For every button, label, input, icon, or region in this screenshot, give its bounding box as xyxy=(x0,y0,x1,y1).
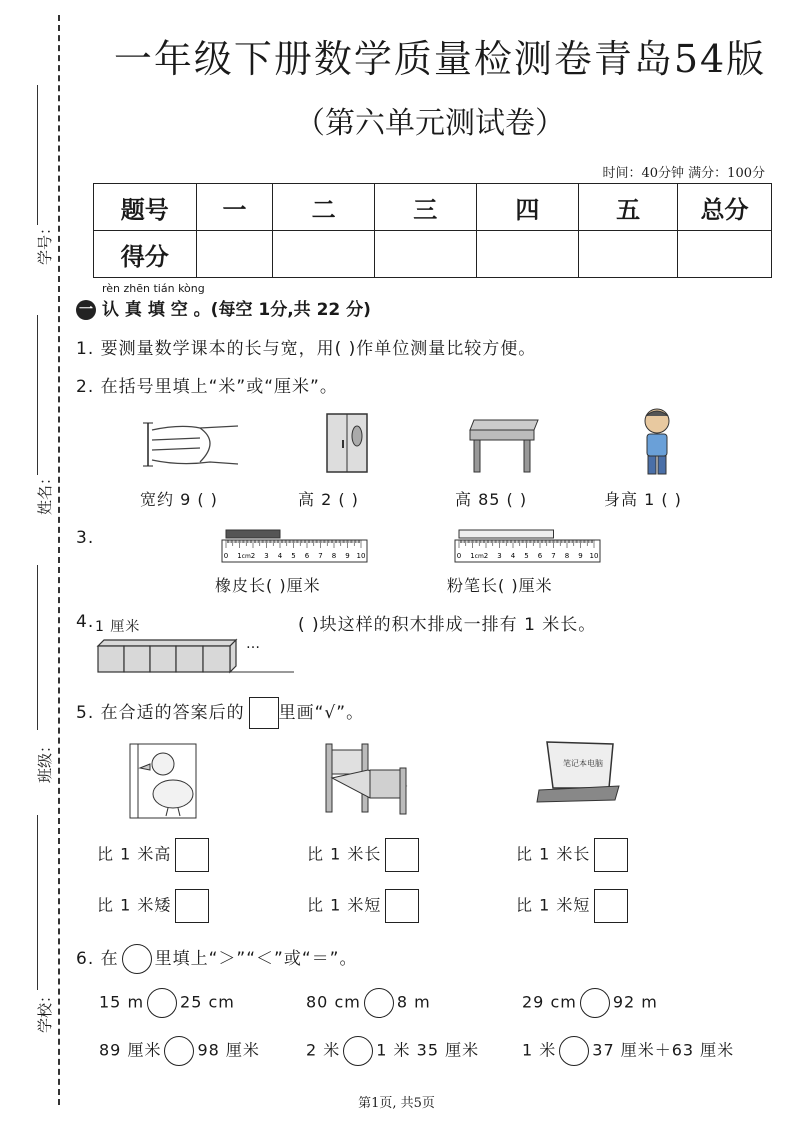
q2-item-hand: 宽约 9 ( ) xyxy=(140,490,218,509)
ruler-tick-label: 9 xyxy=(345,552,350,560)
q5-laptop-longer-box[interactable] xyxy=(594,838,628,872)
q6-example-circle xyxy=(122,944,152,974)
ruler-tick-label: 10 xyxy=(589,552,599,560)
score-cell[interactable] xyxy=(196,231,273,278)
q2-item-table: 高 85 ( ) xyxy=(455,490,528,509)
q5-laptop-shorter: 比 1 米短 xyxy=(516,895,591,915)
q6-left-value: 29 cm xyxy=(522,992,577,1012)
q6-right-value: 8 m xyxy=(396,992,431,1012)
ruler-measured-object xyxy=(459,530,554,538)
name-line xyxy=(37,315,38,475)
section-heading xyxy=(76,295,371,320)
question-6 xyxy=(76,944,357,974)
question-5 xyxy=(76,697,364,729)
ruler-unit-label: cm xyxy=(474,553,484,560)
q5-text-a: 5. 在合适的答案后的 xyxy=(76,703,245,723)
q6-left-value: 89 厘米 xyxy=(99,1040,162,1060)
score-header-cell: 一 xyxy=(196,184,273,231)
page-footer: 第1页, 共5页 xyxy=(358,1096,435,1111)
ruler-tick-label: 9 xyxy=(578,552,583,560)
q6-right-value: 37 厘米＋63 厘米 xyxy=(592,1040,735,1060)
q6-compare-item xyxy=(522,1036,734,1066)
ruler-tick-label: 7 xyxy=(318,552,323,560)
score-header-cell: 总分 xyxy=(677,184,771,231)
q6-answer-circle[interactable] xyxy=(164,1036,194,1066)
score-header-cell: 五 xyxy=(579,184,678,231)
q4-continuation-dots: … xyxy=(246,636,261,652)
score-header-cell: 题号 xyxy=(94,184,197,231)
class-line xyxy=(37,565,38,730)
score-cell[interactable] xyxy=(374,231,476,278)
q6-left-value: 2 米 xyxy=(306,1040,341,1060)
score-header-cell: 三 xyxy=(374,184,476,231)
q6-right-value: 98 厘米 xyxy=(197,1040,260,1060)
q2-item-boy: 身高 1 ( ) xyxy=(604,490,682,509)
time-info: 时间：40分钟 满分：100分 xyxy=(602,166,765,181)
q6-compare-item xyxy=(306,988,431,1018)
section-pinyin: rèn zhēn tián kòng xyxy=(102,282,205,295)
school-line xyxy=(37,815,38,990)
class-label: 班级： xyxy=(36,737,55,784)
page-title: 一年级下册数学质量检测卷青岛54版 xyxy=(113,37,767,81)
q6-answer-circle[interactable] xyxy=(364,988,394,1018)
ruler-tick-label: 10 xyxy=(356,552,366,560)
q5-option-row xyxy=(307,838,419,872)
question-4-text: ( )块这样的积木排成一排有 1 米长。 xyxy=(298,615,597,635)
q5-option-row xyxy=(516,889,628,923)
blocks-image xyxy=(96,638,296,673)
score-cell[interactable] xyxy=(273,231,375,278)
q5-option-row xyxy=(97,889,209,923)
score-table-score-row xyxy=(94,231,772,278)
ruler-tick-label: 4 xyxy=(277,552,283,560)
q6-left-value: 80 cm xyxy=(306,992,361,1012)
ruler-tick-label: 1 xyxy=(237,552,242,560)
q6-compare-item xyxy=(306,1036,479,1066)
question-4-number: 4. xyxy=(76,612,95,632)
q5-bed-longer: 比 1 米长 xyxy=(307,844,382,864)
q5-duck-shorter-box[interactable] xyxy=(175,889,209,923)
ruler-tick-label: 7 xyxy=(551,552,556,560)
page-subtitle: （第六单元测试卷） xyxy=(295,106,565,141)
question-2: 2. 在括号里填上“米”或“厘米”。 xyxy=(76,377,338,397)
question-3-number: 3. xyxy=(76,528,95,548)
laptop-image xyxy=(535,738,623,806)
hand-width-image xyxy=(140,418,245,473)
section-number-badge: 一 xyxy=(76,300,96,320)
q6-text-b: 里填上“＞”“＜”或“＝”。 xyxy=(154,949,358,969)
q6-text-a: 6. 在 xyxy=(76,949,119,969)
duck-image xyxy=(128,742,203,822)
score-header-cell: 四 xyxy=(476,184,579,231)
q6-answer-circle[interactable] xyxy=(147,988,177,1018)
score-row-label: 得分 xyxy=(94,231,197,278)
q5-duck-taller-box[interactable] xyxy=(175,838,209,872)
ruler-tick-label: 2 xyxy=(250,552,256,560)
score-cell[interactable] xyxy=(476,231,579,278)
q5-duck-taller: 比 1 米高 xyxy=(97,844,172,864)
ruler-tick-label: 8 xyxy=(331,552,337,560)
bed-image xyxy=(322,740,410,816)
q6-answer-circle[interactable] xyxy=(343,1036,373,1066)
binding-dashed-line xyxy=(58,15,60,1105)
q3-chalk-label: 粉笔长( )厘米 xyxy=(447,576,553,595)
ruler-tick-label: 2 xyxy=(483,552,489,560)
ruler-tick-label: 6 xyxy=(304,552,310,560)
ruler-tick-label: 8 xyxy=(564,552,570,560)
ruler-eraser xyxy=(222,528,372,564)
q4-unit-label: 1 厘米 xyxy=(95,619,141,635)
q5-bed-shorter: 比 1 米短 xyxy=(307,895,382,915)
q6-answer-circle[interactable] xyxy=(559,1036,589,1066)
question-1: 1. 要测量数学课本的长与宽，用( )作单位测量比较方便。 xyxy=(76,339,537,359)
q5-text-b: 里画“√”。 xyxy=(278,703,365,723)
q6-compare-item xyxy=(99,1036,260,1066)
ruler-tick-label: 0 xyxy=(456,552,462,560)
q6-right-value: 1 米 35 厘米 xyxy=(376,1040,480,1060)
score-table-header-row xyxy=(94,184,772,231)
q6-left-value: 1 米 xyxy=(522,1040,557,1060)
boy-image xyxy=(638,406,676,482)
ruler-measured-object xyxy=(226,530,280,538)
ruler-tick-label: 5 xyxy=(291,552,296,560)
q6-compare-item xyxy=(522,988,658,1018)
section-title: 认 真 填 空 。(每空 1分,共 22 分) xyxy=(102,300,371,320)
table-image xyxy=(468,418,540,473)
ruler-unit-label: cm xyxy=(241,553,251,560)
q5-example-box xyxy=(249,697,279,729)
q5-option-row xyxy=(307,889,419,923)
wardrobe-image xyxy=(325,412,370,474)
q5-option-row xyxy=(97,838,209,872)
ruler-tick-label: 3 xyxy=(264,552,269,560)
ruler-tick-label: 0 xyxy=(223,552,229,560)
q5-laptop-longer: 比 1 米长 xyxy=(516,844,591,864)
score-cell[interactable] xyxy=(677,231,771,278)
student-id-label: 学号： xyxy=(36,219,55,266)
q2-item-wardrobe: 高 2 ( ) xyxy=(298,490,359,509)
q5-option-row xyxy=(516,838,628,872)
name-label: 姓名： xyxy=(36,469,55,516)
ruler-tick-label: 3 xyxy=(497,552,502,560)
ruler-tick-label: 1 xyxy=(470,552,475,560)
student-id-line xyxy=(37,85,38,225)
q3-eraser-label: 橡皮长( )厘米 xyxy=(215,576,321,595)
ruler-tick-label: 5 xyxy=(524,552,529,560)
ruler-tick-label: 4 xyxy=(510,552,516,560)
q5-laptop-shorter-box[interactable] xyxy=(594,889,628,923)
school-label: 学校： xyxy=(36,987,55,1034)
q5-duck-shorter: 比 1 米矮 xyxy=(97,895,172,915)
q5-bed-shorter-box[interactable] xyxy=(385,889,419,923)
ruler-chalk xyxy=(455,528,605,564)
q5-bed-longer-box[interactable] xyxy=(385,838,419,872)
score-header-cell: 二 xyxy=(273,184,375,231)
q6-compare-item xyxy=(99,988,235,1018)
q6-right-value: 92 m xyxy=(612,992,658,1012)
q6-answer-circle[interactable] xyxy=(580,988,610,1018)
score-cell[interactable] xyxy=(579,231,678,278)
score-table xyxy=(93,183,772,278)
ruler-tick-label: 6 xyxy=(537,552,543,560)
q6-left-value: 15 m xyxy=(99,992,145,1012)
q6-right-value: 25 cm xyxy=(180,992,235,1012)
laptop-screen-text: 笔记本电脑 xyxy=(563,759,603,768)
